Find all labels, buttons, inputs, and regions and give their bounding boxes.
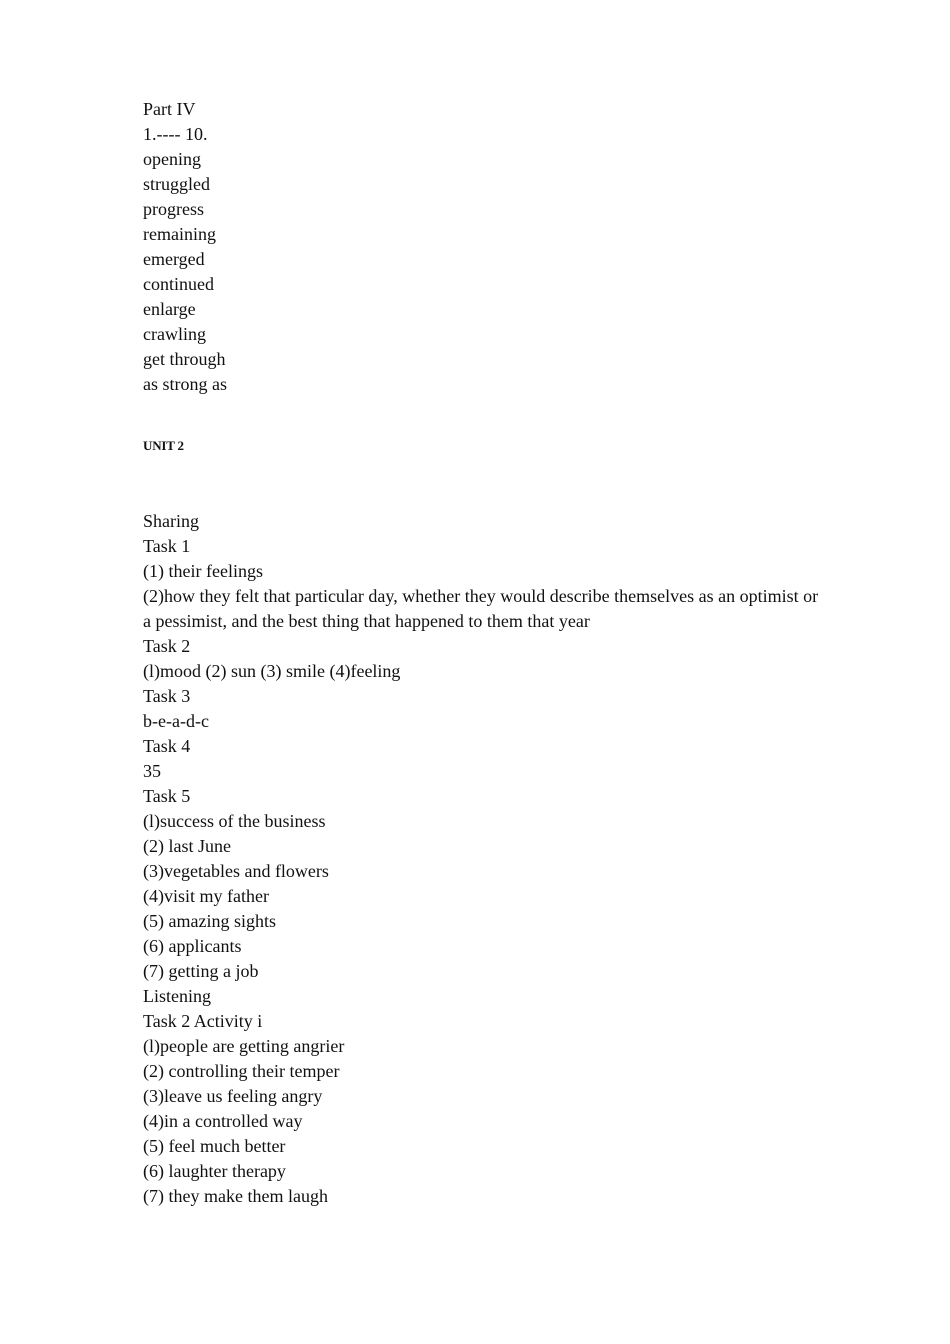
- task-answer: (2) last June: [143, 836, 231, 856]
- unit-2-section: [143, 509, 823, 1209]
- task-answer: (l)success of the business: [143, 811, 326, 831]
- task-answer: (5) feel much better: [143, 1136, 286, 1156]
- answer-range: 1.---- 10.: [143, 124, 208, 144]
- task-label: Task 2 Activity i: [143, 1011, 263, 1031]
- answer-item: as strong as: [143, 374, 227, 394]
- task-answer: (l)people are getting angrier: [143, 1036, 345, 1056]
- task-answer: (l)mood (2) sun (3) smile (4)feeling: [143, 661, 401, 681]
- task-answer: (4)in a controlled way: [143, 1111, 303, 1131]
- answer-item: enlarge: [143, 299, 196, 319]
- task-answer: (5) amazing sights: [143, 911, 276, 931]
- part-iv-section: [143, 97, 227, 397]
- answer-item: progress: [143, 199, 204, 219]
- task-label: Task 3: [143, 686, 191, 706]
- answer-item: continued: [143, 274, 214, 294]
- answer-item: get through: [143, 349, 226, 369]
- task-answer: (2) controlling their temper: [143, 1061, 340, 1081]
- part-heading: Part IV: [143, 99, 196, 119]
- listening-heading: Listening: [143, 986, 211, 1006]
- task-label: Task 4: [143, 736, 191, 756]
- answer-item: opening: [143, 149, 201, 169]
- task-answer: b-e-a-d-c: [143, 711, 209, 731]
- sharing-heading: Sharing: [143, 511, 199, 531]
- task-label: Task 2: [143, 636, 191, 656]
- task-answer: (3)vegetables and flowers: [143, 861, 329, 881]
- task-answer: (1) their feelings: [143, 561, 263, 581]
- task-answer: (6) laughter therapy: [143, 1161, 286, 1181]
- task-answer: (7) they make them laugh: [143, 1186, 328, 1206]
- task-label: Task 5: [143, 786, 191, 806]
- task-answer: (7) getting a job: [143, 961, 259, 981]
- unit-heading: UNIT 2: [143, 438, 184, 453]
- answer-item: emerged: [143, 249, 205, 269]
- task-answer: (6) applicants: [143, 936, 242, 956]
- task-answer: (3)leave us feeling angry: [143, 1086, 323, 1106]
- answer-item: crawling: [143, 324, 206, 344]
- task-answer: (4)visit my father: [143, 886, 269, 906]
- task-answer: (2)how they felt that particular day, whether they would describe themselves as an optimist or a pessimist, and the best thing that happened to them that year: [143, 586, 819, 631]
- task-answer: 35: [143, 761, 161, 781]
- answer-item: struggled: [143, 174, 210, 194]
- answer-item: remaining: [143, 224, 216, 244]
- task-label: Task 1: [143, 536, 191, 556]
